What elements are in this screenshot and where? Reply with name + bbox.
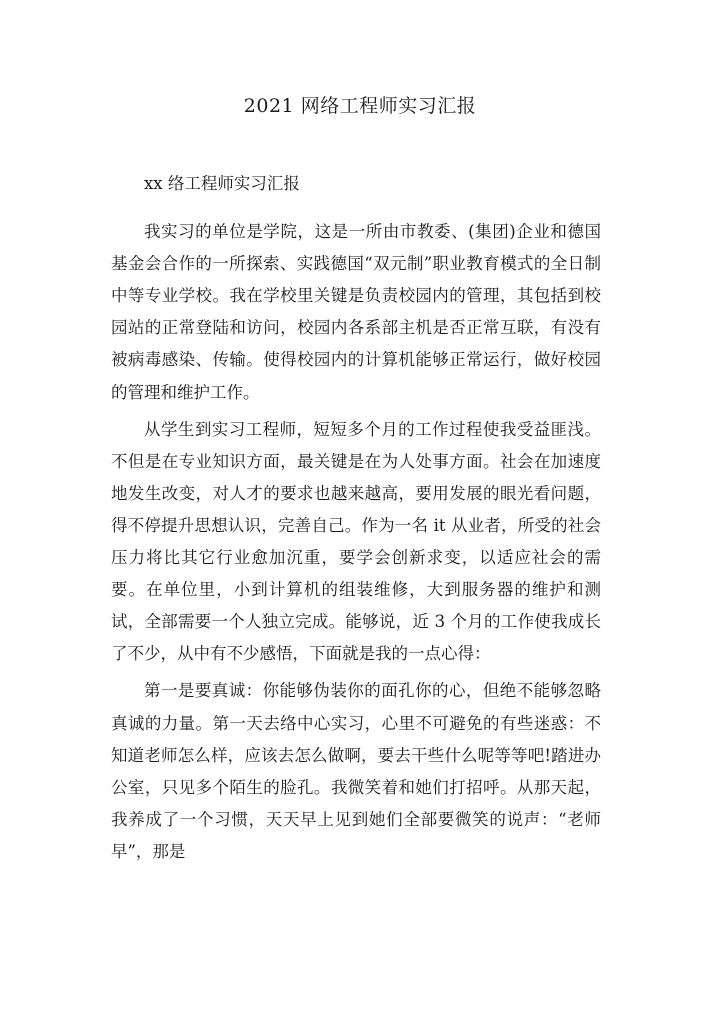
paragraph-1: 我实习的单位是学院，这是一所由市教委、(集团)企业和德国基金会合作的一所探索、实践德国“双元制”职业教育模式的全日制中等专业学校。我在学校里关键是负责校园内的管理，其包括到校园站的正常登陆和访问，校园内各系部主机是否正常互联，有没有被病毒感染、传输。使得校园内的计算机能够正常运行，做好校园的管理和维护工作。 [111, 222, 601, 402]
document-body [111, 168, 601, 873]
document-title: 2021 网络工程师实习汇报 [243, 95, 477, 117]
paragraph-2: 从学生到实习工程师，短短多个月的工作过程使我受益匪浅。不但是在专业知识方面，最关键是在为人处事方面。社会在加速度地发生改变，对人才的要求也越来越高，要用发展的眼光看问题，得不停提升思想认识，完善自己。作为一名 it 从业者，所受的社会压力将比其它行业愈加沉重，要学会创新求变，以适应社会的需要。在单位里，小到计算机的组装维修，大到服务器的维护和测试，全部需要一个人独立完成。能够说，近 3 个月的工作使我成长了不少，从中有不少感悟，下面就是我的一点心得： [111, 419, 601, 664]
paragraph-3: 第一是要真诚：你能够伪装你的面孔你的心，但绝不能够忽略真诚的力量。第一天去络中心实习，心里不可避免的有些迷惑：不知道老师怎么样，应该去怎么做啊，要去干些什么呢等等吧!踏进办公室，只见多个陌生的脸孔。我微笑着和她们打招呼。从那天起，我养成了一个习惯，天天早上见到她们全部要微笑的说声：“老师早”，那是 [111, 681, 601, 861]
document-subtitle: xx 络工程师实习汇报 [144, 174, 300, 193]
